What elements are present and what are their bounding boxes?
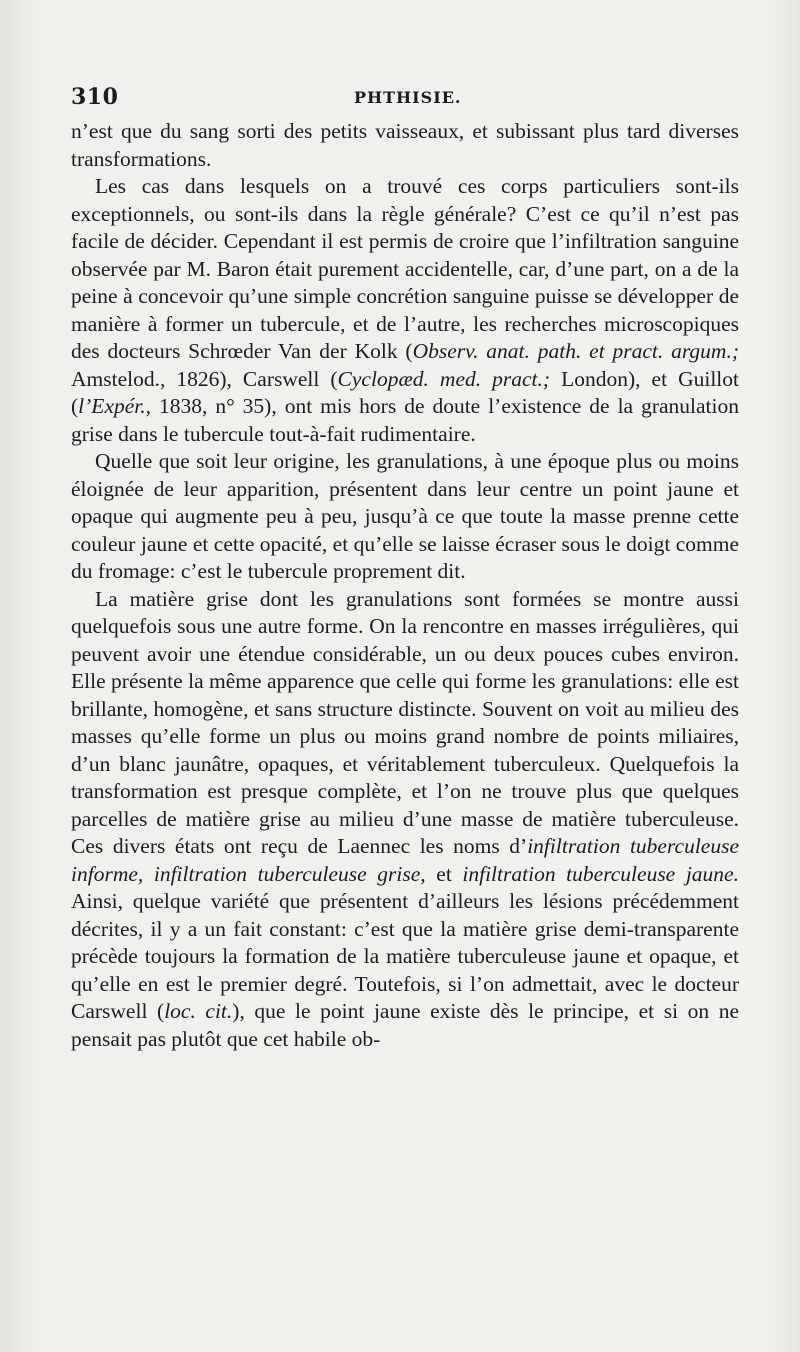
term-italic: infiltration tuberculeuse informe, infiltration tuberculeuse grise, [71, 834, 739, 886]
text-run: et [425, 861, 463, 886]
text-run: Les cas dans lesquels on a trouvé ces corps particuliers sont-ils exceptionnels, ou sont-ils dans la règle générale? C’est ce qu’il n’est pas facile de décider. Cependant il est permis de croire que l’infiltration sanguine observée par M. Baron était purement accidentelle, car, d’une part, on a de la peine à concevoir qu’une simple concrétion sanguine puisse se développer de manière à former un tubercule, et de l’autre, les recherches microscopiques des docteurs Schrœder Van der Kolk ( [71, 174, 739, 363]
page-number: 310 [71, 84, 119, 110]
paragraph [71, 586, 739, 1054]
text-run: ), que le point jaune existe dès le principe, et si on ne pensait pas plutôt que cet habile ob- [71, 999, 740, 1051]
term-italic: infiltration tuberculeuse jaune. [462, 861, 739, 886]
text-run: n’est que du sang sorti des petits vaisseaux, et subissant plus tard diverses transformations. [71, 119, 739, 171]
page-header [71, 84, 741, 114]
text-run: La matière grise dont les granulations sont formées se montre aussi quelquefois sous une autre forme. On la rencontre en masses irrégulières, qui peuvent avoir une étendue considérable, un ou deux pouces cubes environ. Elle présente la même apparence que celle qui forme les granulations: elle est brillante, homogène, et sans structure distincte. Souvent on voit au milieu des masses qu’elle forme un plus ou moins grand nombre de points miliaires, d’un blanc jaunâtre, opaques, et véritablement tuberculeux. Quelquefois la transformation est presque complète, et l’on ne trouve plus que quelques parcelles de matière grise au milieu d’une masse de matière tuberculeuse. Ces divers états ont reçu de Laennec les noms d’ [71, 586, 739, 858]
text-run: Quelle que soit leur origine, les granulations, à une époque plus ou moins éloignée de leur apparition, présentent dans leur centre un point jaune et opaque qui augmente peu à peu, jusqu’à ce que toute la masse prenne cette couleur jaune et cette opacité, et qu’elle se laisse écraser sous le doigt comme du fromage: c’est le tubercule proprement dit. [71, 449, 739, 583]
paragraph [71, 173, 739, 448]
text-run: London), et Guillot ( [71, 366, 739, 418]
text-run: Ainsi, quelque variété que présentent d’ailleurs les lésions précédemment décrites, il y a un fait constant: c’est que la matière grise demi-transparente précède toujours la formation de la matière tuberculeuse jaune et opaque, et qu’elle en est le premier degré. Toutefois, si l’on admettait, avec le docteur Carswell ( [71, 889, 739, 1023]
citation-italic: Cyclopæd. med. pract.; [337, 366, 551, 391]
citation-italic: Observ. anat. path. et pract. argum.; [412, 339, 739, 363]
text-run: Amstelod., 1826), Carswell ( [71, 366, 338, 391]
citation-italic: loc. cit. [164, 999, 233, 1023]
citation-italic: l’Expér., [78, 394, 152, 418]
running-title: PHTHISIE. [354, 88, 462, 107]
paragraph [71, 448, 739, 586]
paragraph [71, 118, 739, 173]
text-run: 1838, n° 35), ont mis hors de doute l’existence de la granulation grise dans le tubercule tout-à-fait rudimentaire. [71, 394, 739, 446]
body-text [71, 118, 739, 1053]
